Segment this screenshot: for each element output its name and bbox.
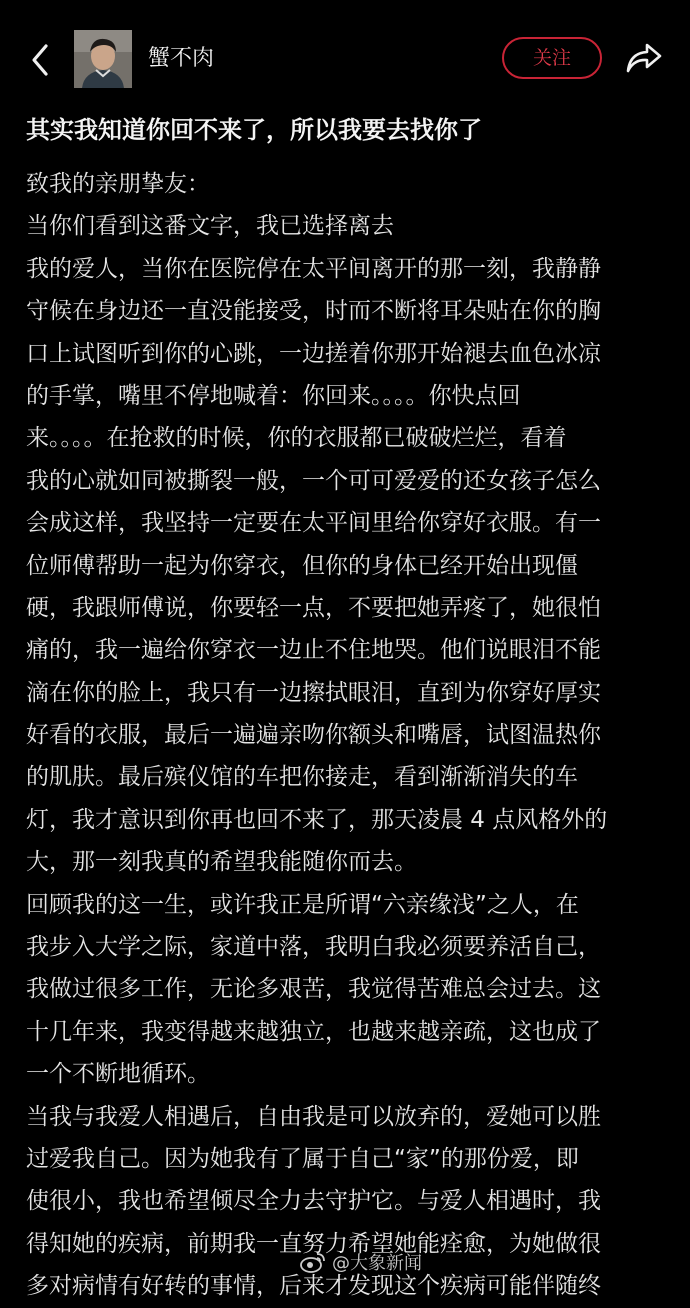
watermark-text: @大象新闻 [332,1253,422,1274]
weibo-logo-icon [300,1251,326,1273]
body-line: 得知她的疾病，前期我一直努力希望她能痊愈，为她做很 [26,1230,601,1257]
body-line: 痛的，我一遍给你穿衣一边止不住地哭。他们说眼泪不能 [26,637,601,664]
body-line: 口上试图听到你的心跳，一边搓着你那开始褪去血色冰凉 [26,340,601,367]
back-arrow-icon[interactable] [26,40,58,80]
body-line: 的手掌，嘴里不停地喊着：你回来。。。。你快点回 [26,382,521,409]
body-line: 的肌肤。最后殡仪馆的车把你接走，看到渐渐消失的车 [26,764,578,791]
body-line: 守候在身边还一直没能接受，时而不断将耳朵贴在你的胸 [26,298,601,325]
body-line: 我步入大学之际，家道中落，我明白我必须要养活自己， [26,934,601,961]
body-line: 我的爱人，当你在医院停在太平间离开的那一刻，我静静 [26,255,601,282]
body-line: 大，那一刻我真的希望我能随你而去。 [26,849,417,876]
body-line: 回顾我的这一生，或许我正是所谓“六亲缘浅”之人，在 [26,891,579,918]
share-arrow-icon[interactable] [624,40,664,76]
body-line: 好看的衣服，最后一遍遍亲吻你额头和嘴唇，试图温热你 [26,722,601,749]
author-avatar[interactable] [74,30,132,88]
body-line: 会成这样，我坚持一定要在太平间里给你穿好衣服。有一 [26,510,601,537]
post-body [26,163,674,1300]
body-line: 灯，我才意识到你再也回不来了，那天凌晨 4 点风格外的 [26,806,608,833]
body-line: 致我的亲朋挚友： [26,171,210,197]
post-title: 其实我知道你回不来了，所以我要去找你了 [26,116,482,144]
body-line: 一个不断地循环。 [26,1061,210,1088]
author-name[interactable]: 蟹不肉 [148,46,215,71]
body-line: 我的心就如同被撕裂一般，一个可可爱爱的还女孩子怎么 [26,467,601,494]
follow-button[interactable]: 关注 [502,37,602,79]
body-line: 多对病情有好转的事情，后来才发现这个疾病可能伴随终 [26,1273,601,1300]
body-line: 当我与我爱人相遇后，自由我是可以放弃的，爱她可以胜 [26,1103,601,1130]
body-line: 使很小，我也希望倾尽全力去守护它。与爱人相遇时，我 [26,1188,601,1215]
body-line: 来。。。。在抢救的时候，你的衣服都已破破烂烂，看着 [26,425,567,452]
body-line: 我做过很多工作，无论多艰苦，我觉得苦难总会过去。这 [26,976,601,1003]
body-line: 十几年来，我变得越来越独立，也越来越亲疏，这也成了 [26,1018,601,1045]
body-line: 过爱我自己。因为她我有了属于自己“家”的那份爱，即 [26,1145,579,1172]
post-header [0,0,690,118]
watermark [300,1248,422,1276]
body-line: 位师傅帮助一起为你穿衣，但你的身体已经开始出现僵 [26,552,578,579]
body-line: 当你们看到这番文字，我已选择离去 [26,213,394,240]
body-line: 滴在你的脸上，我只有一边擦拭眼泪，直到为你穿好厚实 [26,679,601,706]
body-line: 硬，我跟师傅说，你要轻一点，不要把她弄疼了，她很怕 [26,594,601,621]
